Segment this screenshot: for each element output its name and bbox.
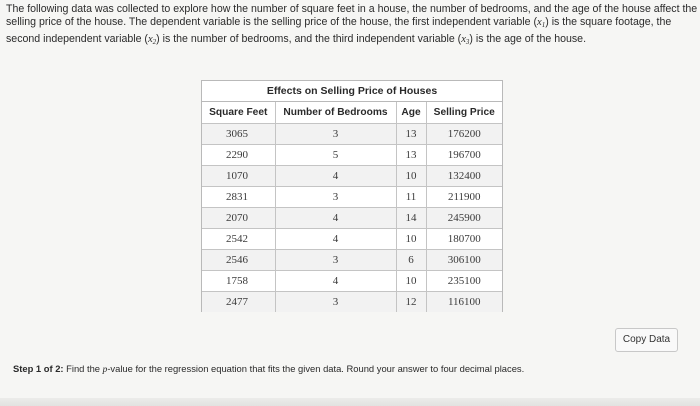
cell-bedrooms: 3 — [275, 186, 396, 207]
intro-text-4: ) is the age of the house. — [469, 32, 587, 45]
step-instruction — [13, 363, 524, 375]
cell-age: 10 — [396, 228, 426, 249]
table-caption: Effects on Selling Price of Houses — [202, 81, 502, 102]
cell-age: 13 — [396, 144, 426, 165]
cell-age: 12 — [396, 291, 426, 312]
cell-age: 14 — [396, 207, 426, 228]
cell-square-feet: 2546 — [202, 249, 275, 270]
cell-bedrooms: 3 — [275, 249, 396, 270]
table-row — [202, 207, 502, 228]
cell-bedrooms: 3 — [275, 291, 396, 312]
table-row — [202, 144, 502, 165]
cell-square-feet: 2542 — [202, 228, 275, 249]
header-selling-price: Selling Price — [426, 102, 502, 123]
cell-age: 10 — [396, 270, 426, 291]
cell-selling-price: 132400 — [426, 165, 502, 186]
data-table — [202, 102, 502, 312]
bottom-shadow — [0, 398, 700, 406]
cell-selling-price: 306100 — [426, 249, 502, 270]
var-x3: $x_3$ — [461, 33, 470, 46]
header-square-feet: Square Feet — [202, 102, 275, 123]
cell-square-feet: 3065 — [202, 123, 275, 144]
intro-text-1: The following data was collected to explore how the number of square feet in a house, the number of bedrooms, and the age of the house affect the selling price of the house. The dependent variable is the selling price of the house, the first independent variable ( — [6, 3, 698, 29]
cell-selling-price: 116100 — [426, 291, 502, 312]
cell-bedrooms: 4 — [275, 207, 396, 228]
data-table-container — [201, 80, 503, 312]
cell-selling-price: 211900 — [426, 186, 502, 207]
intro-text-2: ) is the square footage, the second independent variable ( — [6, 16, 672, 45]
copy-data-button[interactable]: Copy Data — [615, 328, 678, 352]
cell-square-feet: 2070 — [202, 207, 275, 228]
cell-selling-price: 196700 — [426, 144, 502, 165]
table-row — [202, 165, 502, 186]
table-row — [202, 123, 502, 144]
problem-statement — [6, 3, 698, 49]
cell-selling-price: 245900 — [426, 207, 502, 228]
table-row — [202, 186, 502, 207]
cell-square-feet: 2290 — [202, 144, 275, 165]
step-p-symbol: p — [102, 365, 108, 375]
table-row — [202, 228, 502, 249]
table-row — [202, 270, 502, 291]
header-bedrooms: Number of Bedrooms — [275, 102, 396, 123]
cell-bedrooms: 3 — [275, 123, 396, 144]
cell-bedrooms: 4 — [275, 165, 396, 186]
step-text-2: -value for the regression equation that fits the given data. Round your answer to four decimal places. — [107, 363, 525, 374]
cell-square-feet: 2477 — [202, 291, 275, 312]
table-header-row — [202, 102, 502, 123]
intro-text-3: ) is the number of bedrooms, and the third independent variable ( — [156, 32, 462, 45]
cell-age: 6 — [396, 249, 426, 270]
cell-bedrooms: 5 — [275, 144, 396, 165]
cell-selling-price: 176200 — [426, 123, 502, 144]
var-x2: $x_2$ — [147, 33, 157, 46]
step-text-1: Find the — [63, 363, 103, 374]
cell-age: 10 — [396, 165, 426, 186]
cell-square-feet: 1070 — [202, 165, 275, 186]
step-label: Step 1 of 2: — [13, 363, 64, 374]
table-row — [202, 249, 502, 270]
table-row — [202, 291, 502, 312]
cell-square-feet: 2831 — [202, 186, 275, 207]
cell-selling-price: 180700 — [426, 228, 502, 249]
cell-bedrooms: 4 — [275, 270, 396, 291]
cell-square-feet: 1758 — [202, 270, 275, 291]
cell-selling-price: 235100 — [426, 270, 502, 291]
cell-bedrooms: 4 — [275, 228, 396, 249]
var-x1: $x_1$ — [537, 17, 546, 30]
header-age: Age — [396, 102, 426, 123]
cell-age: 11 — [396, 186, 426, 207]
cell-age: 13 — [396, 123, 426, 144]
